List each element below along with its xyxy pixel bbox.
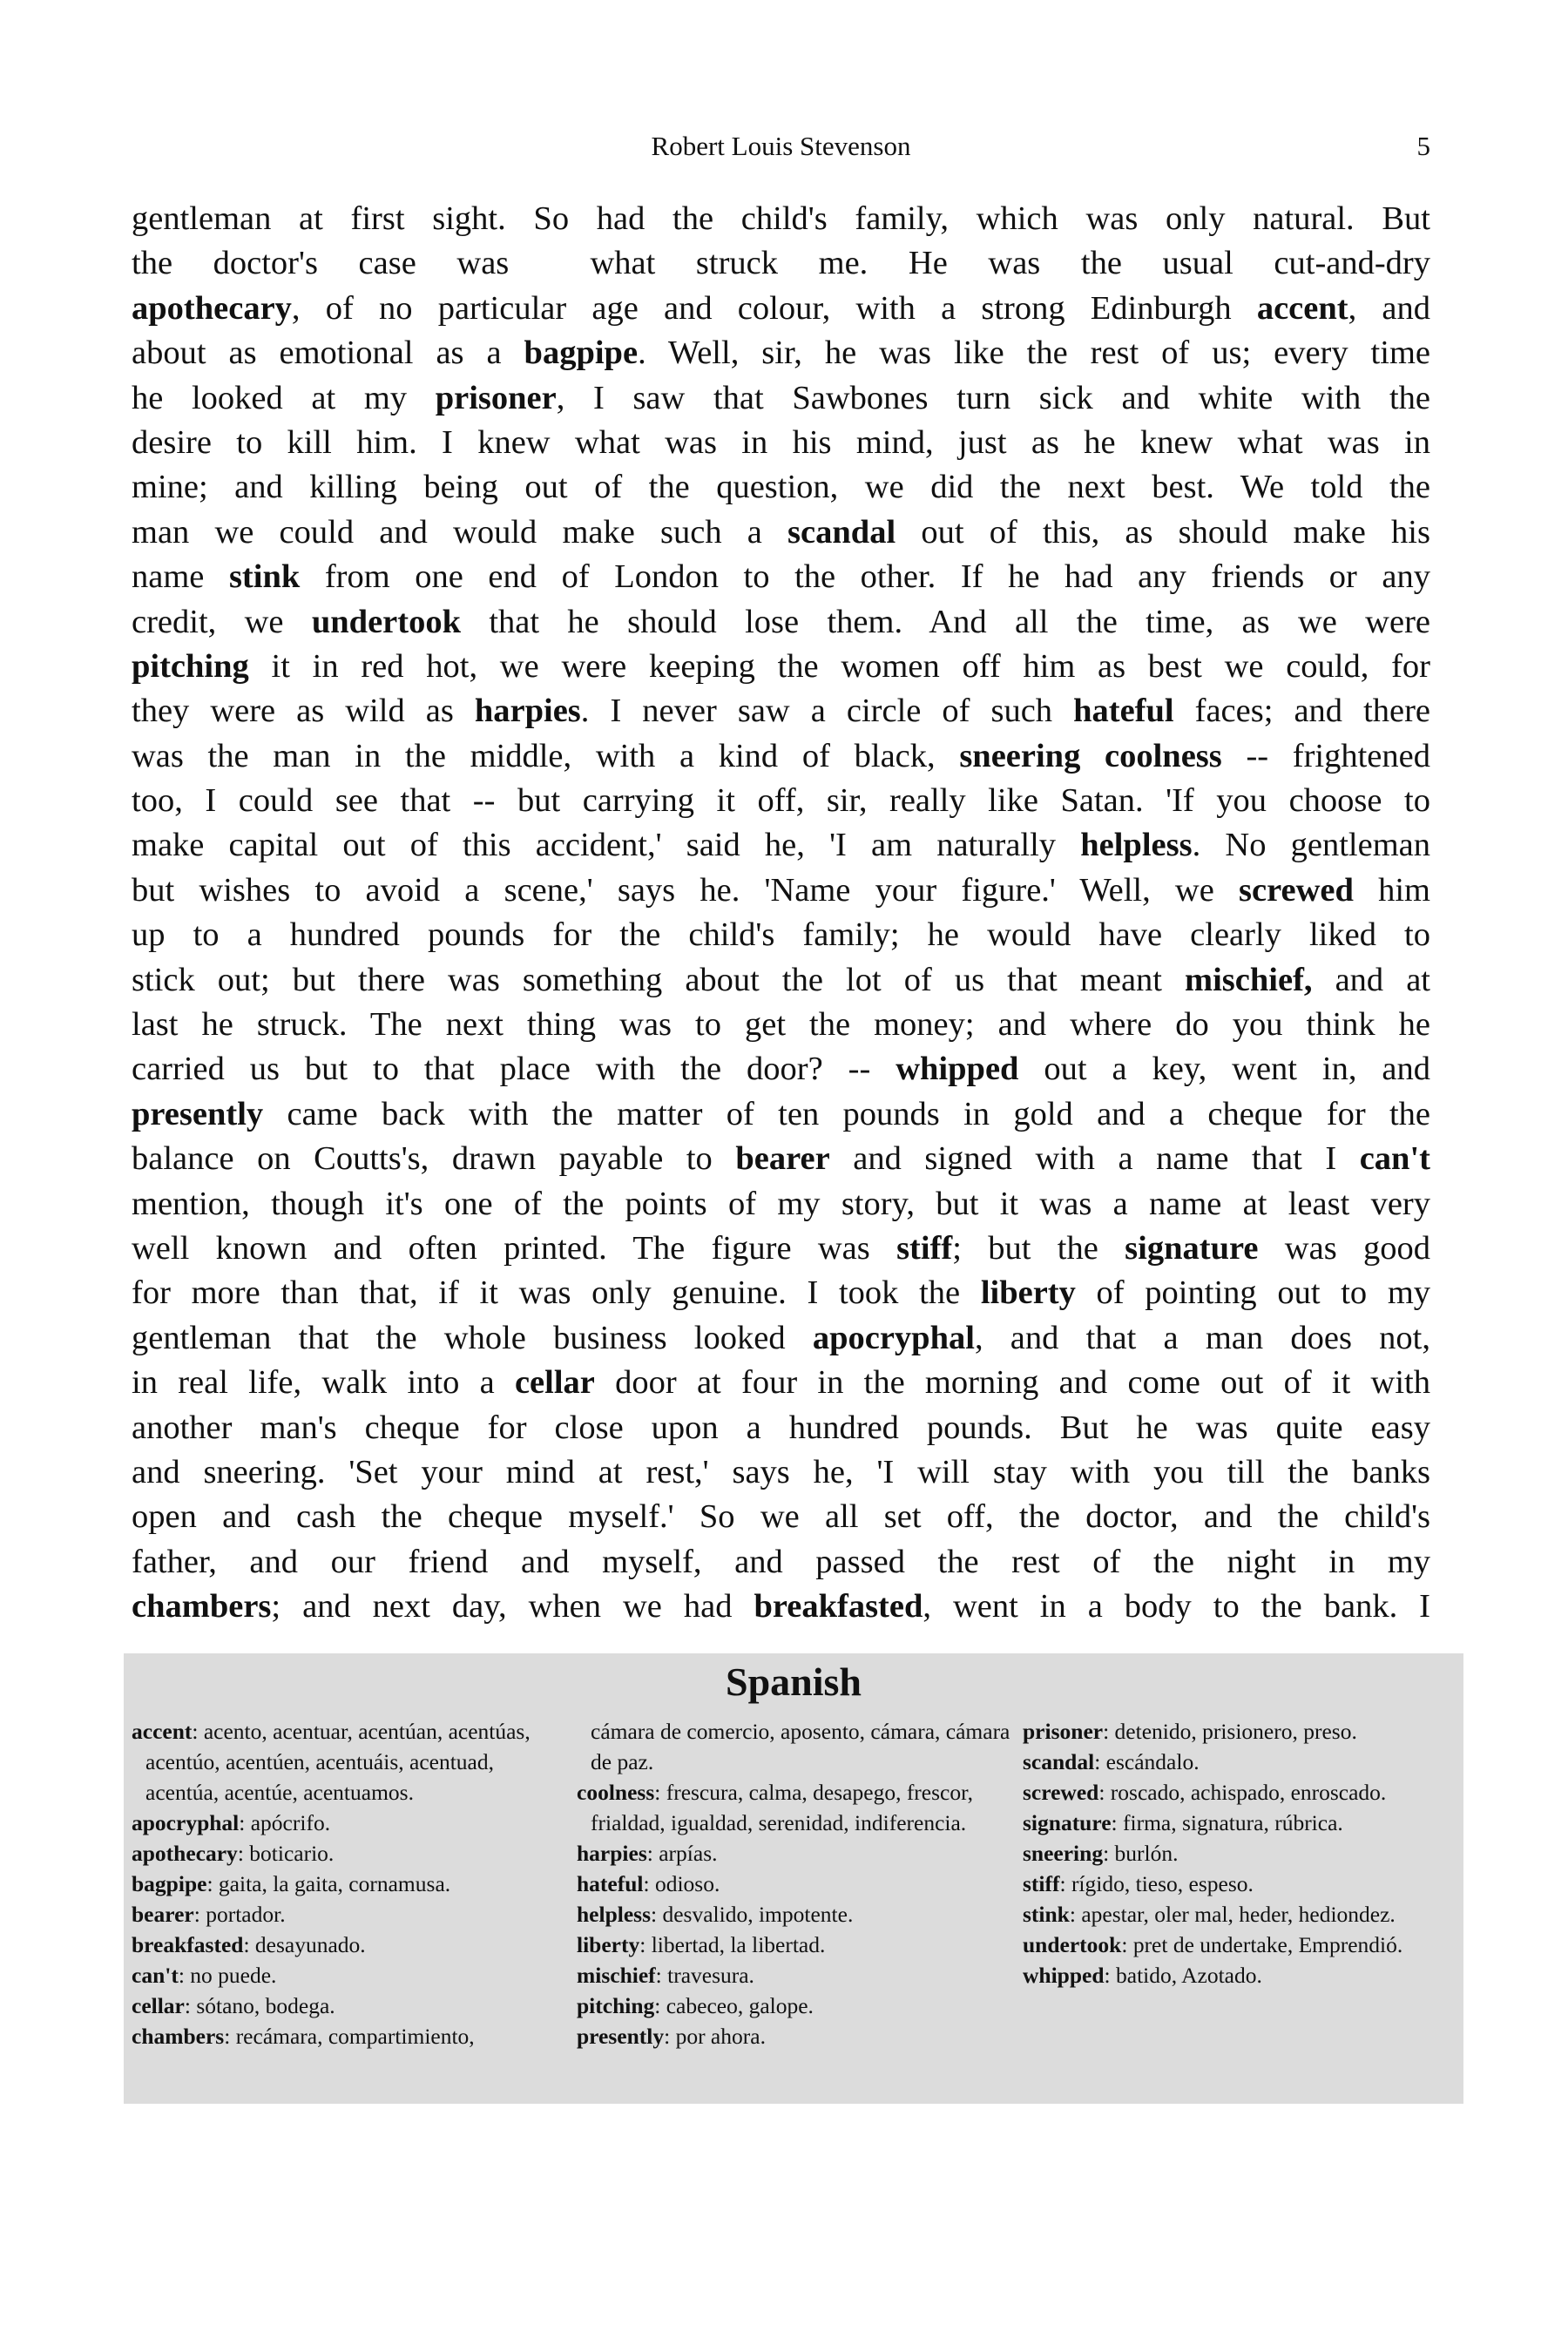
text-run: of pointing out to my: [1075, 1274, 1431, 1312]
glossed-word: can't: [1359, 1140, 1430, 1178]
glossed-word: scandal: [787, 513, 896, 551]
glossary-entry: [577, 1960, 1017, 1990]
glossary-definition: : odioso.: [643, 1871, 720, 1896]
text-line: [132, 734, 1430, 779]
text-run: carried us but to that place with the door? --: [132, 1051, 896, 1088]
glossed-word: hateful: [1073, 693, 1174, 730]
glossary-term: prisoner: [1023, 1719, 1104, 1744]
glossed-word: stiff: [896, 1229, 953, 1267]
glossary-entry: [577, 1930, 1017, 1960]
text-line: [132, 823, 1430, 868]
glossary-term: accent: [132, 1719, 193, 1744]
text-line: [132, 1047, 1430, 1092]
text-run: about as emotional as a: [132, 335, 524, 372]
glossary-term: sneering: [1023, 1841, 1104, 1866]
text-run: it in red hot, we were keeping the women off him as best we could, for: [248, 647, 1430, 685]
glossary-term: coolness: [577, 1780, 655, 1805]
glossary-definition: : libertad, la libertad.: [639, 1932, 826, 1957]
glossary-definition: : rígido, tieso, espeso.: [1059, 1871, 1254, 1896]
glossary-entry: [1023, 1930, 1463, 1960]
glossary-term: cellar: [132, 1993, 185, 2018]
text-run: credit, we: [132, 603, 312, 640]
glossary-entry: [132, 1899, 571, 1930]
glossary-definition: : no puede.: [178, 1963, 277, 1988]
glossary-entry: [577, 2021, 1017, 2051]
glossed-word: undertook: [311, 603, 461, 640]
text-run: faces; and there: [1173, 693, 1431, 730]
glossary-term: hateful: [577, 1871, 644, 1896]
glossary-term: whipped: [1023, 1963, 1105, 1988]
glossary-entry: [1023, 1716, 1463, 1747]
glossary-definition: : arpías.: [646, 1841, 718, 1866]
text-line: [132, 1450, 1430, 1495]
text-run: name: [132, 558, 229, 596]
glossed-word: pitching: [132, 647, 249, 685]
text-run: , went in a body to the bank. I: [923, 1588, 1430, 1625]
text-run: mine; and killing being out of the question, we did the next best. We told the: [132, 469, 1430, 506]
glossary-term: bagpipe: [132, 1871, 207, 1896]
text-run: from one end of London to the other. If he had any friends or any: [300, 558, 1430, 596]
text-run: , I saw that Sawbones turn sick and white with the: [556, 379, 1430, 416]
text-run: father, and our friend and myself, and passed the rest of the night in my: [132, 1543, 1430, 1580]
text-line: [132, 287, 1430, 331]
glossary-definition: : apestar, oler mal, heder, hediondez.: [1069, 1902, 1396, 1927]
text-run: . No gentleman: [1192, 827, 1430, 864]
text-run: for more than that, if it was only genuine. I took the: [132, 1274, 981, 1312]
text-line: [132, 779, 1430, 823]
glossary-term: chambers: [132, 2024, 225, 2049]
glossary-entry: [577, 1777, 1017, 1838]
glossary-term: screwed: [1023, 1780, 1099, 1805]
glossary-entry: [1023, 1777, 1463, 1808]
text-line: [132, 645, 1430, 689]
text-line: [132, 555, 1430, 599]
glossary-entry: [1023, 1960, 1463, 1990]
text-run: another man's cheque for close upon a hundred pounds. But he was quite easy: [132, 1409, 1430, 1446]
glossary-entry: [132, 1808, 571, 1838]
glossary-definition: : burlón.: [1103, 1841, 1179, 1866]
text-run: and at: [1312, 961, 1430, 998]
text-run: , and: [1348, 289, 1430, 327]
text-line: [132, 1182, 1430, 1227]
text-run: that he should lose them. And all the time, as we were: [461, 603, 1430, 640]
text-run: he looked at my: [132, 379, 436, 416]
text-run: him: [1353, 871, 1430, 909]
glossary-term: bearer: [132, 1902, 194, 1927]
text-line: [132, 510, 1430, 555]
glossary-entry: [1023, 1747, 1463, 1777]
text-line: [132, 1361, 1430, 1405]
glossary-definition: : cabeceo, galope.: [654, 1993, 814, 2018]
glossary-term: mischief: [577, 1963, 656, 1988]
text-line: [132, 331, 1430, 375]
glossary-entry: [132, 1930, 571, 1960]
glossary-definition: : detenido, prisionero, preso.: [1103, 1719, 1357, 1744]
text-run: desire to kill him. I knew what was in his mind, just as he knew what was in: [132, 423, 1430, 461]
glossary-definition: : sótano, bodega.: [184, 1993, 335, 2018]
glossary-title: Spanish: [725, 1659, 862, 1704]
glossary-definition: : desvalido, impotente.: [651, 1902, 854, 1927]
text-run: but wishes to avoid a scene,' says he. 'Name your figure.' Well, we: [132, 871, 1240, 909]
text-run: . I never saw a circle of such: [580, 693, 1074, 730]
glossary-definition: : gaita, la gaita, cornamusa.: [206, 1871, 451, 1896]
glossary-entry: [132, 1838, 571, 1869]
glossary-term: signature: [1023, 1810, 1112, 1835]
glossary-term: apocryphal: [132, 1810, 240, 1835]
text-line: [132, 1540, 1430, 1585]
running-header: [132, 131, 1430, 169]
text-run: in real life, walk into a: [132, 1364, 515, 1402]
glossary-definition: : apócrifo.: [239, 1810, 331, 1835]
text-run: and signed with a name that I: [829, 1140, 1360, 1178]
glossary-box: [124, 1653, 1463, 2104]
glossed-word: signature: [1125, 1229, 1259, 1267]
glossary-bottom-rule: [124, 2100, 1463, 2108]
glossed-word: bearer: [735, 1140, 830, 1178]
glossed-word: liberty: [980, 1274, 1076, 1312]
glossed-word: breakfasted: [754, 1588, 923, 1625]
text-run: mention, though it's one of the points of my story, but it was a name at least very: [132, 1185, 1430, 1222]
glossed-word: prisoner: [435, 379, 557, 416]
text-run: last he struck. The next thing was to get the money; and where do you think he: [132, 1006, 1430, 1044]
glossary-term: helpless: [577, 1902, 652, 1927]
glossed-word: whipped: [896, 1051, 1019, 1088]
glossed-word: presently: [132, 1095, 264, 1132]
glossary-definition: : escándalo.: [1094, 1749, 1200, 1774]
glossary-entry: [132, 1960, 571, 1990]
text-line: [132, 1316, 1430, 1361]
glossary-definition: : acento, acentuar, acentúan, acentúas, acentúo, acentúen, acentuáis, acentuad, acentúa, acentúe, acentuamos.: [145, 1719, 531, 1805]
glossary-term: liberty: [577, 1932, 640, 1957]
running-header-author: Robert Louis Stevenson: [651, 131, 911, 161]
text-run: ; but the: [952, 1229, 1125, 1267]
text-run: gentleman that the whole business looked: [132, 1319, 813, 1356]
glossed-word: apocryphal: [812, 1319, 975, 1356]
glossary-entry: [132, 2021, 571, 2051]
glossary-term: stiff: [1023, 1871, 1060, 1896]
text-line: [132, 1137, 1430, 1181]
glossary-entry: [132, 1716, 571, 1808]
text-run: balance on Coutts's, drawn payable to: [132, 1140, 736, 1178]
glossary-definition: : travesura.: [655, 1963, 754, 1988]
page-number: 5: [1416, 131, 1430, 161]
glossary-term: apothecary: [132, 1841, 238, 1866]
text-line: [132, 1271, 1430, 1315]
glossary-entry: [132, 1869, 571, 1899]
glossary-definition: : batido, Azotado.: [1104, 1963, 1262, 1988]
text-run: and sneering. 'Set your mind at rest,' says he, 'I will stay with you till the banks: [132, 1453, 1430, 1490]
glossary-entry: [577, 1716, 1017, 1777]
glossed-word: cellar: [514, 1364, 595, 1402]
text-run: stick out; but there was something about the lot of us that meant: [132, 961, 1186, 998]
text-run: , and that a man does not,: [974, 1319, 1430, 1356]
text-line: [132, 241, 1430, 286]
text-run: . Well, sir, he was like the rest of us; every time: [638, 335, 1430, 372]
glossary-definition: : por ahora.: [664, 2024, 766, 2049]
glossary-entry: [132, 1990, 571, 2021]
glossary-term: breakfasted: [132, 1932, 244, 1957]
text-run: make capital out of this accident,' said he, 'I am naturally: [132, 827, 1081, 864]
text-line: [132, 913, 1430, 957]
text-line: [132, 958, 1430, 1003]
glossary-column-3: [1023, 1716, 1463, 1990]
text-run: gentleman at first sight. So had the child's family, which was only natural. But: [132, 200, 1430, 237]
glossary-term: stink: [1023, 1902, 1070, 1927]
text-run: out of this, as should make his: [896, 513, 1430, 551]
glossary-term: pitching: [577, 1993, 655, 2018]
text-run: the doctor's case was what struck me. He was the usual cut-and-dry: [132, 245, 1430, 282]
text-line: [132, 1495, 1430, 1539]
glossary-term: scandal: [1023, 1749, 1095, 1774]
text-run: , of no particular age and colour, with a strong Edinburgh: [291, 289, 1257, 327]
glossary-column-2: [577, 1716, 1017, 2051]
glossary-definition: : pret de undertake, Emprendió.: [1121, 1932, 1403, 1957]
glossary-definition: : boticario.: [237, 1841, 335, 1866]
text-line: [132, 600, 1430, 645]
glossary-term: can't: [132, 1963, 179, 1988]
text-run: ; and next day, when we had: [271, 1588, 754, 1625]
glossed-word: screwed: [1239, 871, 1354, 909]
glossed-word: mischief,: [1185, 961, 1313, 998]
text-line: [132, 1092, 1430, 1137]
glossed-word: helpless: [1080, 827, 1193, 864]
glossary-entry: [1023, 1838, 1463, 1869]
text-line: [132, 465, 1430, 510]
glossary-definition: : frescura, calma, desapego, frescor, frialdad, igualdad, serenidad, indiferencia.: [591, 1780, 973, 1835]
glossary-entry: [577, 1838, 1017, 1869]
glossary-entry: [1023, 1869, 1463, 1899]
text-line: [132, 868, 1430, 913]
text-run: man we could and would make such a: [132, 513, 788, 551]
glossary-definition: : portador.: [193, 1902, 286, 1927]
glossary-definition: : recámara, compartimiento,: [224, 2024, 475, 2049]
text-line: [132, 689, 1430, 733]
text-run: up to a hundred pounds for the child's family; he would have clearly liked to: [132, 916, 1430, 954]
text-run: -- frightened: [1221, 737, 1430, 774]
glossary-entry: [577, 1990, 1017, 2021]
text-line: [132, 1585, 1430, 1629]
text-line: [132, 1003, 1430, 1047]
glossary-term: presently: [577, 2024, 665, 2049]
glossary-entry: [577, 1899, 1017, 1930]
body-text: [132, 197, 1430, 1630]
text-run: they were as wild as: [132, 693, 475, 730]
text-run: door at four in the morning and come out of it with: [594, 1364, 1430, 1402]
glossary-definition: : roscado, achispado, enroscado.: [1098, 1780, 1387, 1805]
text-line: [132, 421, 1430, 465]
text-run: was the man in the middle, with a kind of black,: [132, 737, 960, 774]
glossed-word: apothecary: [132, 289, 292, 327]
glossary-column-1: [132, 1716, 571, 2051]
glossary-term: undertook: [1023, 1932, 1122, 1957]
text-run: well known and often printed. The figure was: [132, 1229, 897, 1267]
text-run: out a key, went in, and: [1018, 1051, 1430, 1088]
text-run: too, I could see that -- but carrying it off, sir, really like Satan. 'If you choose to: [132, 782, 1430, 820]
glossary-definition: : firma, signatura, rúbrica.: [1111, 1810, 1343, 1835]
glossary-definition: cámara de comercio, aposento, cámara, cámara de paz.: [591, 1719, 1010, 1774]
glossary-entry: [1023, 1899, 1463, 1930]
glossary-entry: [577, 1869, 1017, 1899]
glossed-word: bagpipe: [524, 335, 639, 372]
text-run: came back with the matter of ten pounds in gold and a cheque for the: [263, 1095, 1430, 1132]
glossed-word: accent: [1256, 289, 1348, 327]
glossed-word: stink: [228, 558, 301, 596]
glossed-word: chambers: [132, 1588, 272, 1625]
glossary-entry: [1023, 1808, 1463, 1838]
text-line: [132, 1227, 1430, 1271]
text-run: was good: [1258, 1229, 1431, 1267]
text-line: [132, 1406, 1430, 1450]
text-line: [132, 376, 1430, 421]
glossary-term: harpies: [577, 1841, 647, 1866]
glossed-word: harpies: [474, 693, 581, 730]
text-run: open and cash the cheque myself.' So we all set off, the doctor, and the child's: [132, 1498, 1430, 1536]
glossary-definition: : desayunado.: [243, 1932, 366, 1957]
text-line: [132, 197, 1430, 241]
glossed-word: sneering coolness: [959, 737, 1222, 774]
